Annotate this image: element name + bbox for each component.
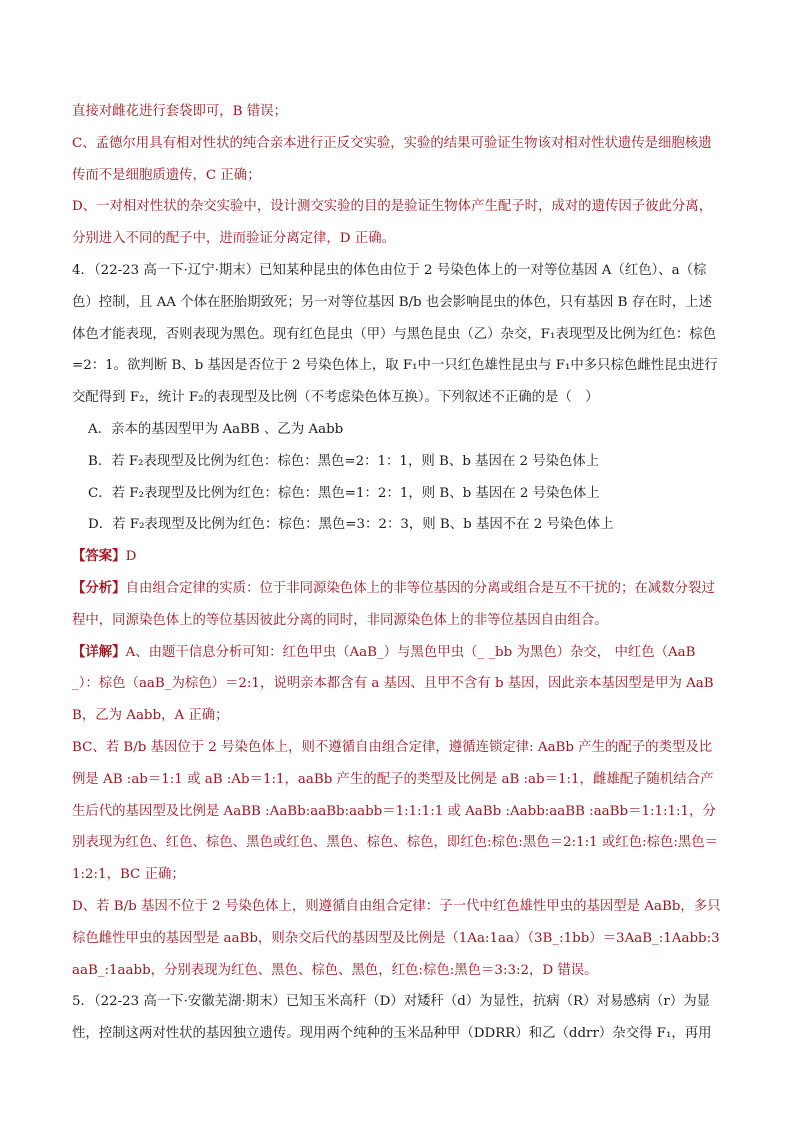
question-4-detail-d: D、若 B/b 基因不位于 2 号染色体上，则遵循自由组合定律：子一代中红色雄性甲虫的基因型是 AaBb，多只棕色雌性甲虫的基因型是 aaBb，则杂交后代的基因型及比例是（1Aa:1aa）（3B_:1bb）＝3AaB_:1Aabb:3aaB_:1aabb，分别表现为红色、黑色、棕色、黑色，红色:棕色:黑色＝3:3:2，D 错误。 [72, 898, 721, 978]
question-4-answer [72, 541, 722, 573]
document-page [72, 96, 722, 1050]
prev-answer-line-d: D、一对相对性状的杂交实验中，设计测交实验的目的是验证生物体产生配子时，成对的遗传因子彼此分离，分别进入不同的配子中，进而验证分离定律，D 正确。 [72, 199, 713, 247]
analysis-tag: 【分析】 [72, 579, 126, 596]
question-4-detail-a [72, 637, 722, 732]
analysis-text: 自由组合定律的实质：位于非同源染色体上的非等位基因的分离或组合是互不干扰的；在减数分裂过程中，同源染色体上的等位基因彼此分离的同时，非同源染色体上的非等位基因自由组合。 [72, 580, 715, 628]
question-4-detail-bc: BC、若 B/b 基因位于 2 号染色体上，则不遵循自由组合定律，遵循连锁定律: AaBb 产生的配子的类型及比例是 AB :ab＝1:1 或 aB :Ab＝1:1，aaBb 产生的配子的类型及比例是 aB :ab＝1:1，雌雄配子随机结合产生后代的基因型及比例是 AaBB :AaBb:aaBb:aabb＝1:1:1:1 或 AaBb :Aabb:aaBB :aaBb＝1:1:1:1，分别表现为红色、红色、棕色、黑色或红色、黑色、棕色、棕色，即红色:棕色:黑色＝2:1:1 或红色:棕色:黑色＝1:2:1，BC 正确； [72, 739, 719, 883]
answer-tag: 【答案】 [72, 548, 126, 565]
detail-tag: 【详解】 [72, 643, 126, 660]
detail-a-text: A、由题干信息分析可知：红色甲虫（AaB_）与黑色甲虫（_ _bb 为黑色）杂交， 中红色（AaB_）：棕色（aaB_为棕色）＝2:1，说明亲本都含有 a 基因、且甲不含有 b 基因，因此亲本基因型是甲为 AaBB，乙为 Aabb，A 正确； [72, 644, 714, 724]
question-4-analysis [72, 573, 722, 637]
prev-answer-line-c: C、孟德尔用具有相对性状的纯合亲本进行正反交实验，实验的结果可验证生物该对相对性状遗传是细胞核遗传而不是细胞质遗传，C 正确； [72, 135, 712, 183]
answer-value: D [125, 549, 137, 565]
question-4-option-c: C．若 F₂表现型及比例为红色：棕色：黑色=1：2：1，则 B、b 基因在 2 号染色体上 [88, 485, 600, 501]
question-4-option-d: D．若 F₂表现型及比例为红色：棕色：黑色=3：2：3，则 B、b 基因不在 2 号染色体上 [88, 517, 614, 533]
prev-answer-line-b: 直接对雌花进行套袋即可，B 错误； [72, 104, 287, 119]
question-4-stem: 4．（22-23 高一下·辽宁·期末）已知某种昆虫的体色由位于 2 号染色体上的一对等位基因 A（红色）、a（棕色）控制，且 AA 个体在胚胎期致死；另一对等位基因 B/b 也会影响昆虫的体色，只有基因 B 存在时，上述体色才能表现，否则表现为黑色。现有红色昆虫（甲）与黑色昆虫（乙）杂交，F₁表现型及比例为红色：棕色=2：1。欲判断 B、b 基因是否位于 2 号染色体上，取 F₁中一只红色雄性昆虫与 F₁中多只棕色雌性昆虫进行交配得到 F₂，统计 F₂的表现型及比例（不考虑染色体互换）。下列叙述不正确的是（ ） [72, 262, 718, 406]
question-5-stem: 5．（22-23 高一下·安徽芜湖·期末）已知玉米高秆（D）对矮秆（d）为显性，抗病（R）对易感病（r）为显性，控制这两对性状的基因独立遗传。现用两个纯种的玉米品种甲（DDRR）和乙（ddrr）杂交得 F₁，再用 [72, 994, 712, 1042]
question-4-option-a: A．亲本的基因型甲为 AaBB 、乙为 Aabb [88, 421, 344, 437]
question-4-option-b: B．若 F₂表现型及比例为红色：棕色：黑色=2：1：1，则 B、b 基因在 2 号染色体上 [88, 453, 600, 469]
